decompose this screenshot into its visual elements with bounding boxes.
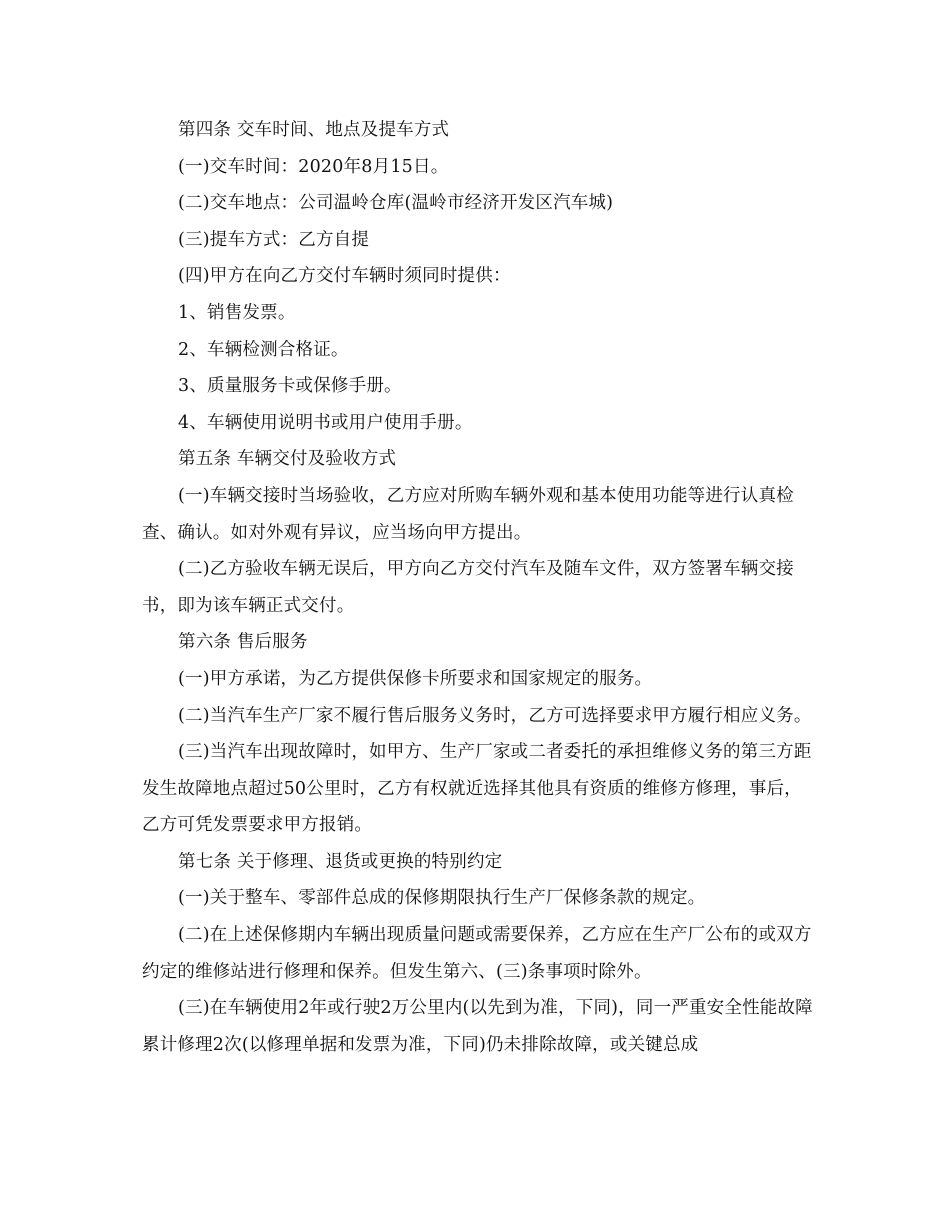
list-item-certificate: 2、车辆检测合格证。 — [178, 339, 349, 360]
paragraph-maintenance-station: (二)在上述保修期内车辆出现质量问题或需要保养，乙方应在生产厂公布的或双方约定的维修站进行修理和保养。但发生第六、(三)条事项时除外。 — [142, 925, 812, 982]
paragraph-handover: (二)乙方验收车辆无误后，甲方向乙方交付汽车及随车文件，双方签署车辆交接书，即为该车辆正式交付。 — [142, 559, 794, 616]
paragraph-documents-required: (四)甲方在向乙方交付车辆时须同时提供： — [178, 266, 511, 287]
document-body — [142, 112, 814, 1063]
section-heading-article-5: 第五条 车辆交付及验收方式 — [178, 449, 397, 470]
paragraph-safety-fault: (三)在车辆使用2年或行驶2万公里内(以先到为准，下同)，同一严重安全性能故障累计修理2次(以修理单据和发票为准，下同)仍未排除故障，或关键总成 — [142, 998, 813, 1055]
paragraph-delivery-location: (二)交车地点：公司温岭仓库(温岭市经济开发区汽车城) — [178, 193, 614, 214]
paragraph-breakdown-repair: (三)当汽车出现故障时，如甲方、生产厂家或二者委托的承担维修义务的第三方距发生故障地点超过50公里时，乙方有权就近选择其他具有资质的维修方修理，事后，乙方可凭发票要求甲方报销。 — [142, 742, 812, 836]
section-heading-article-4: 第四条 交车时间、地点及提车方式 — [178, 120, 450, 140]
list-item-manual: 4、车辆使用说明书或用户使用手册。 — [178, 412, 473, 433]
list-item-invoice: 1、销售发票。 — [178, 302, 296, 323]
section-heading-article-7: 第七条 关于修理、退货或更换的特别约定 — [178, 851, 503, 872]
paragraph-manufacturer-obligation: (二)当汽车生产厂家不履行售后服务义务时，乙方可选择要求甲方履行相应义务。 — [178, 705, 812, 726]
section-heading-article-6: 第六条 售后服务 — [178, 632, 308, 653]
paragraph-inspection: (一)车辆交接时当场验收，乙方应对所购车辆外观和基本使用功能等进行认真检查、确认。如对外观有异议，应当场向甲方提出。 — [142, 485, 794, 543]
paragraph-pickup-method: (三)提车方式：乙方自提 — [178, 229, 370, 250]
paragraph-warranty-period: (一)关于整车、零部件总成的保修期限执行生产厂保修条款的规定。 — [178, 888, 706, 909]
paragraph-service-promise: (一)甲方承诺，为乙方提供保修卡所要求和国家规定的服务。 — [178, 668, 653, 689]
list-item-warranty-card: 3、质量服务卡或保修手册。 — [178, 376, 402, 397]
paragraph-delivery-time: (一)交车时间：2020年8月15日。 — [178, 156, 449, 177]
